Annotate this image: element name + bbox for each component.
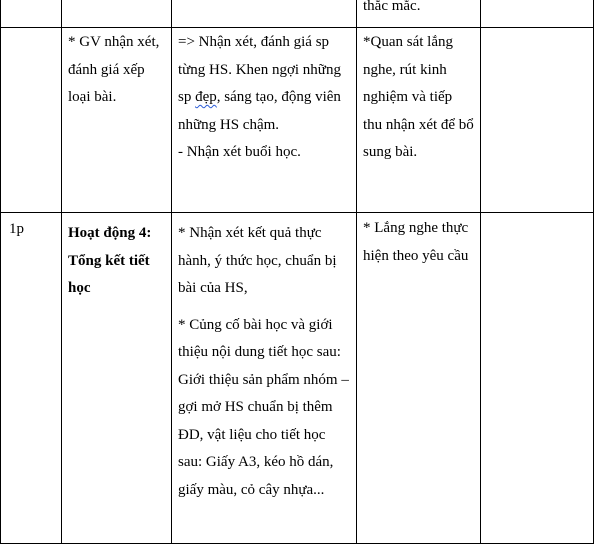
activity-heading: Hoạt động 4: Tổng kết tiết học	[68, 225, 152, 296]
teacher-activity-cell	[62, 213, 172, 544]
table-row	[1, 0, 594, 28]
time-cell	[1, 213, 62, 544]
time-text: 1p	[9, 221, 24, 237]
content-cell	[172, 213, 357, 544]
notes-cell	[481, 0, 594, 28]
student-activity-text: *Quan sát lắng nghe, rút kinh nghiệm và tiếp thu nhận xét để bổ sung bài.	[363, 34, 474, 160]
content-cell	[172, 0, 357, 28]
student-activity-text: thắc mắc.	[363, 0, 421, 14]
teacher-activity-cell	[62, 28, 172, 213]
notes-cell	[481, 213, 594, 544]
time-cell	[1, 28, 62, 213]
table-row	[1, 28, 594, 213]
teacher-activity-cell	[62, 0, 172, 28]
teacher-activity-text: * GV nhận xét, đánh giá xếp loại bài.	[68, 34, 160, 105]
time-cell	[1, 0, 62, 28]
content-text-segment: => Nhận xét, đánh giá sp từng HS. Khen ngợi những sp	[178, 34, 341, 105]
content-paragraph: - Nhận xét buổi học.	[178, 144, 301, 160]
content-paragraph: * Nhận xét kết quả thực hành, ý thức học, chuẩn bị bài của HS,	[178, 225, 337, 296]
table-row	[1, 213, 594, 544]
content-paragraph: * Củng cố bài học và giới thiệu nội dung tiết học sau: Giới thiệu sản phẩm nhóm – gợi mở HS chuẩn bị thêm ĐD, vật liệu cho tiết học sau: Giấy A3, kéo hồ dán, giấy màu, cỏ cây nhựa...	[178, 316, 349, 498]
content-text	[178, 220, 350, 504]
content-paragraph	[178, 29, 350, 139]
content-text-segment: , sáng tạo, động viên những HS chậm.	[178, 89, 341, 133]
student-activity-cell	[357, 0, 481, 28]
student-activity-cell	[357, 28, 481, 213]
student-activity-cell	[357, 213, 481, 544]
content-text	[178, 29, 350, 167]
content-cell	[172, 28, 357, 213]
student-activity-text: * Lắng nghe thực hiện theo yêu cầu	[363, 220, 469, 264]
spellcheck-flagged-word: đẹp	[195, 89, 217, 105]
notes-cell	[481, 28, 594, 213]
